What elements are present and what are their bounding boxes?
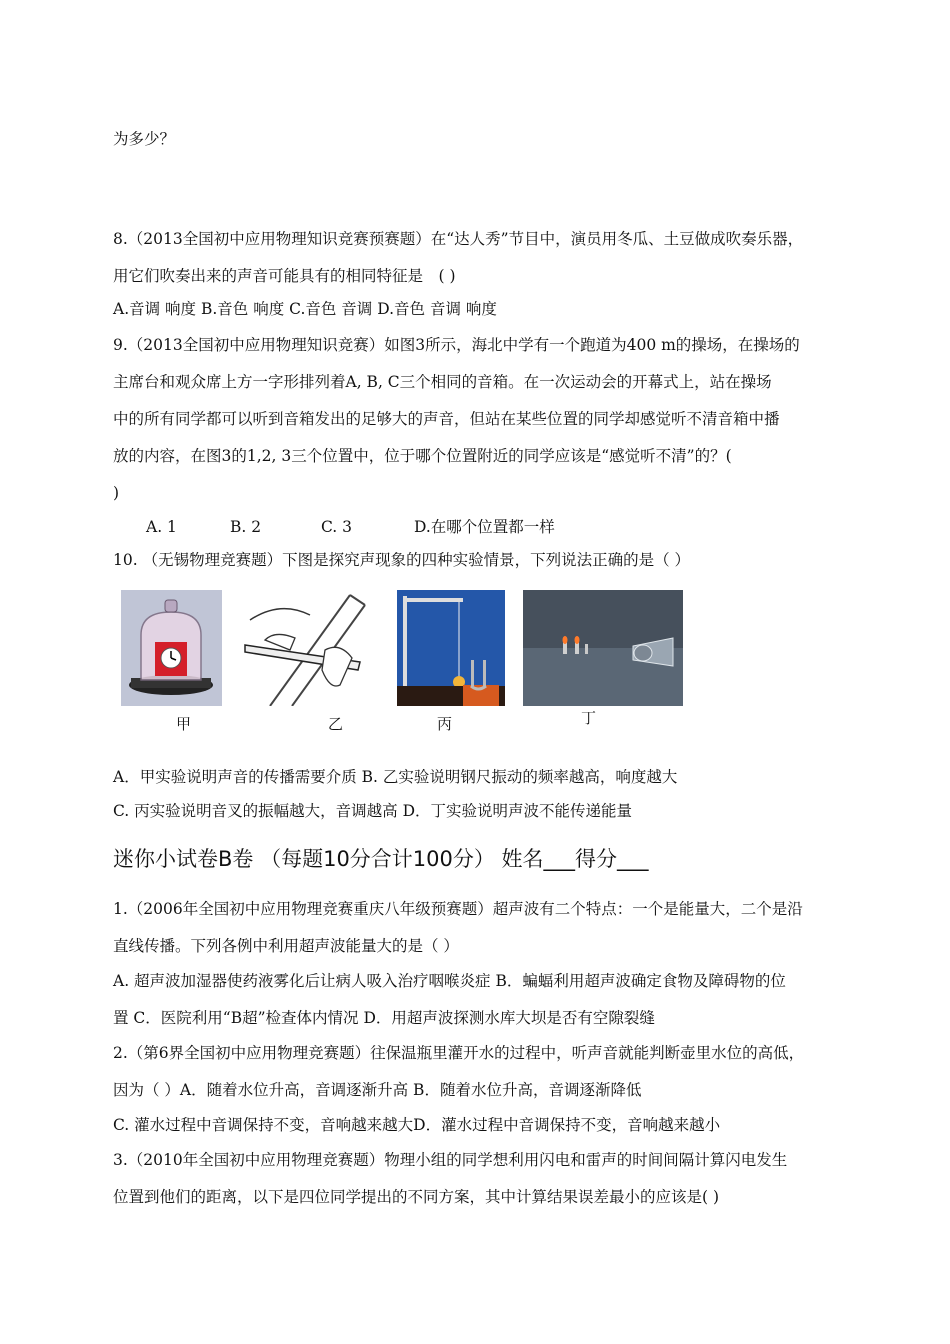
q8-line-1: 8.（2013全国初中应用物理知识竞赛预赛题）在“达人秀”节目中，演员用冬瓜、土豆做成吹奏乐器， bbox=[113, 230, 804, 248]
q8-line-2: 用它们吹奏出来的声音可能具有的相同特征是 ( ) bbox=[113, 267, 456, 285]
b1-line-4: 置 C．医院利用“B超”检查体内情况 D．用超声波探测水库大坝是否有空隙裂缝 bbox=[113, 1009, 655, 1027]
b1-line-3: A. 超声波加湿器使药液雾化后让病人吸入治疗咽喉炎症 B．蝙蝠利用超声波确定食物及障碍物的位 bbox=[113, 972, 786, 990]
ruler-figure bbox=[240, 590, 370, 706]
tuning-fork-figure bbox=[397, 590, 505, 706]
candle-speaker-figure bbox=[523, 590, 683, 706]
q9-option-a: A. 1 bbox=[146, 518, 177, 536]
q9-line-1: 9.（2013全国初中应用物理知识竞赛）如图3所示，海北中学有一个跑道为400 m的操场，在操场的 bbox=[113, 336, 800, 354]
intro-line: 为多少？ bbox=[113, 130, 176, 148]
b2-line-2: 因为（ ）A．随着水位升高，音调逐渐升高 B．随着水位升高，音调逐渐降低 bbox=[113, 1081, 642, 1099]
q9-line-3: 中的所有同学都可以听到音箱发出的足够大的声音，但站在某些位置的同学却感觉听不清音箱中播 bbox=[113, 410, 780, 428]
q9-line-5: ) bbox=[113, 484, 120, 502]
q10-options-cd: C. 丙实验说明音叉的振幅越大，音调越高 D．丁实验说明声波不能传递能量 bbox=[113, 802, 633, 820]
q9-line-2: 主席台和观众席上方一字形排列着A, B, C三个相同的音箱。在一次运动会的开幕式上，站在操场 bbox=[113, 373, 772, 391]
b3-line-2: 位置到他们的距离，以下是四位同学提出的不同方案，其中计算结果误差最小的应该是( ) bbox=[113, 1188, 720, 1206]
q10-options-ab: A．甲实验说明声音的传播需要介质 B. 乙实验说明钢尺振动的频率越高，响度越大 bbox=[113, 768, 678, 786]
b2-line-3: C. 灌水过程中音调保持不变，音响越来越大D．灌水过程中音调保持不变，音响越来越小 bbox=[113, 1116, 721, 1134]
q9-line-4: 放的内容，在图3的1,2, 3三个位置中，位于哪个位置附近的同学应该是“感觉听不清”的？( bbox=[113, 447, 732, 465]
q9-option-b: B. 2 bbox=[230, 518, 262, 536]
q8-options: A.音调 响度 B.音色 响度 C.音色 音调 D.音色 音调 响度 bbox=[113, 300, 497, 318]
b1-line-1: 1.（2006年全国初中应用物理竞赛重庆八年级预赛题）超声波有二个特点：一个是能量大，二个是沿 bbox=[113, 900, 803, 918]
figure-caption-yi: 乙 bbox=[328, 715, 344, 733]
b2-line-1: 2.（第6界全国初中应用物理竞赛题）往保温瓶里灌开水的过程中，听声音就能判断壶里水位的高低， bbox=[113, 1044, 805, 1062]
q10-line-1: 10. （无锡物理竞赛题）下图是探究声现象的四种实验情景，下列说法正确的是（ ） bbox=[113, 551, 691, 569]
q9-option-c: C. 3 bbox=[321, 518, 353, 536]
section-b-title: 迷你小试卷B卷 （每题10分合计100分） 姓名___得分___ bbox=[113, 847, 649, 871]
figure-caption-jia: 甲 bbox=[176, 715, 192, 733]
q9-option-d: D.在哪个位置都一样 bbox=[414, 518, 555, 536]
figure-caption-bing: 丙 bbox=[437, 715, 453, 733]
b3-line-1: 3.（2010年全国初中应用物理竞赛题）物理小组的同学想利用闪电和雷声的时间间隔计算闪电发生 bbox=[113, 1151, 788, 1169]
bell-jar-figure bbox=[121, 590, 222, 706]
b1-line-2: 直线传播。下列各例中利用超声波能量大的是（ ） bbox=[113, 937, 459, 955]
figure-caption-ding: 丁 bbox=[581, 709, 597, 727]
